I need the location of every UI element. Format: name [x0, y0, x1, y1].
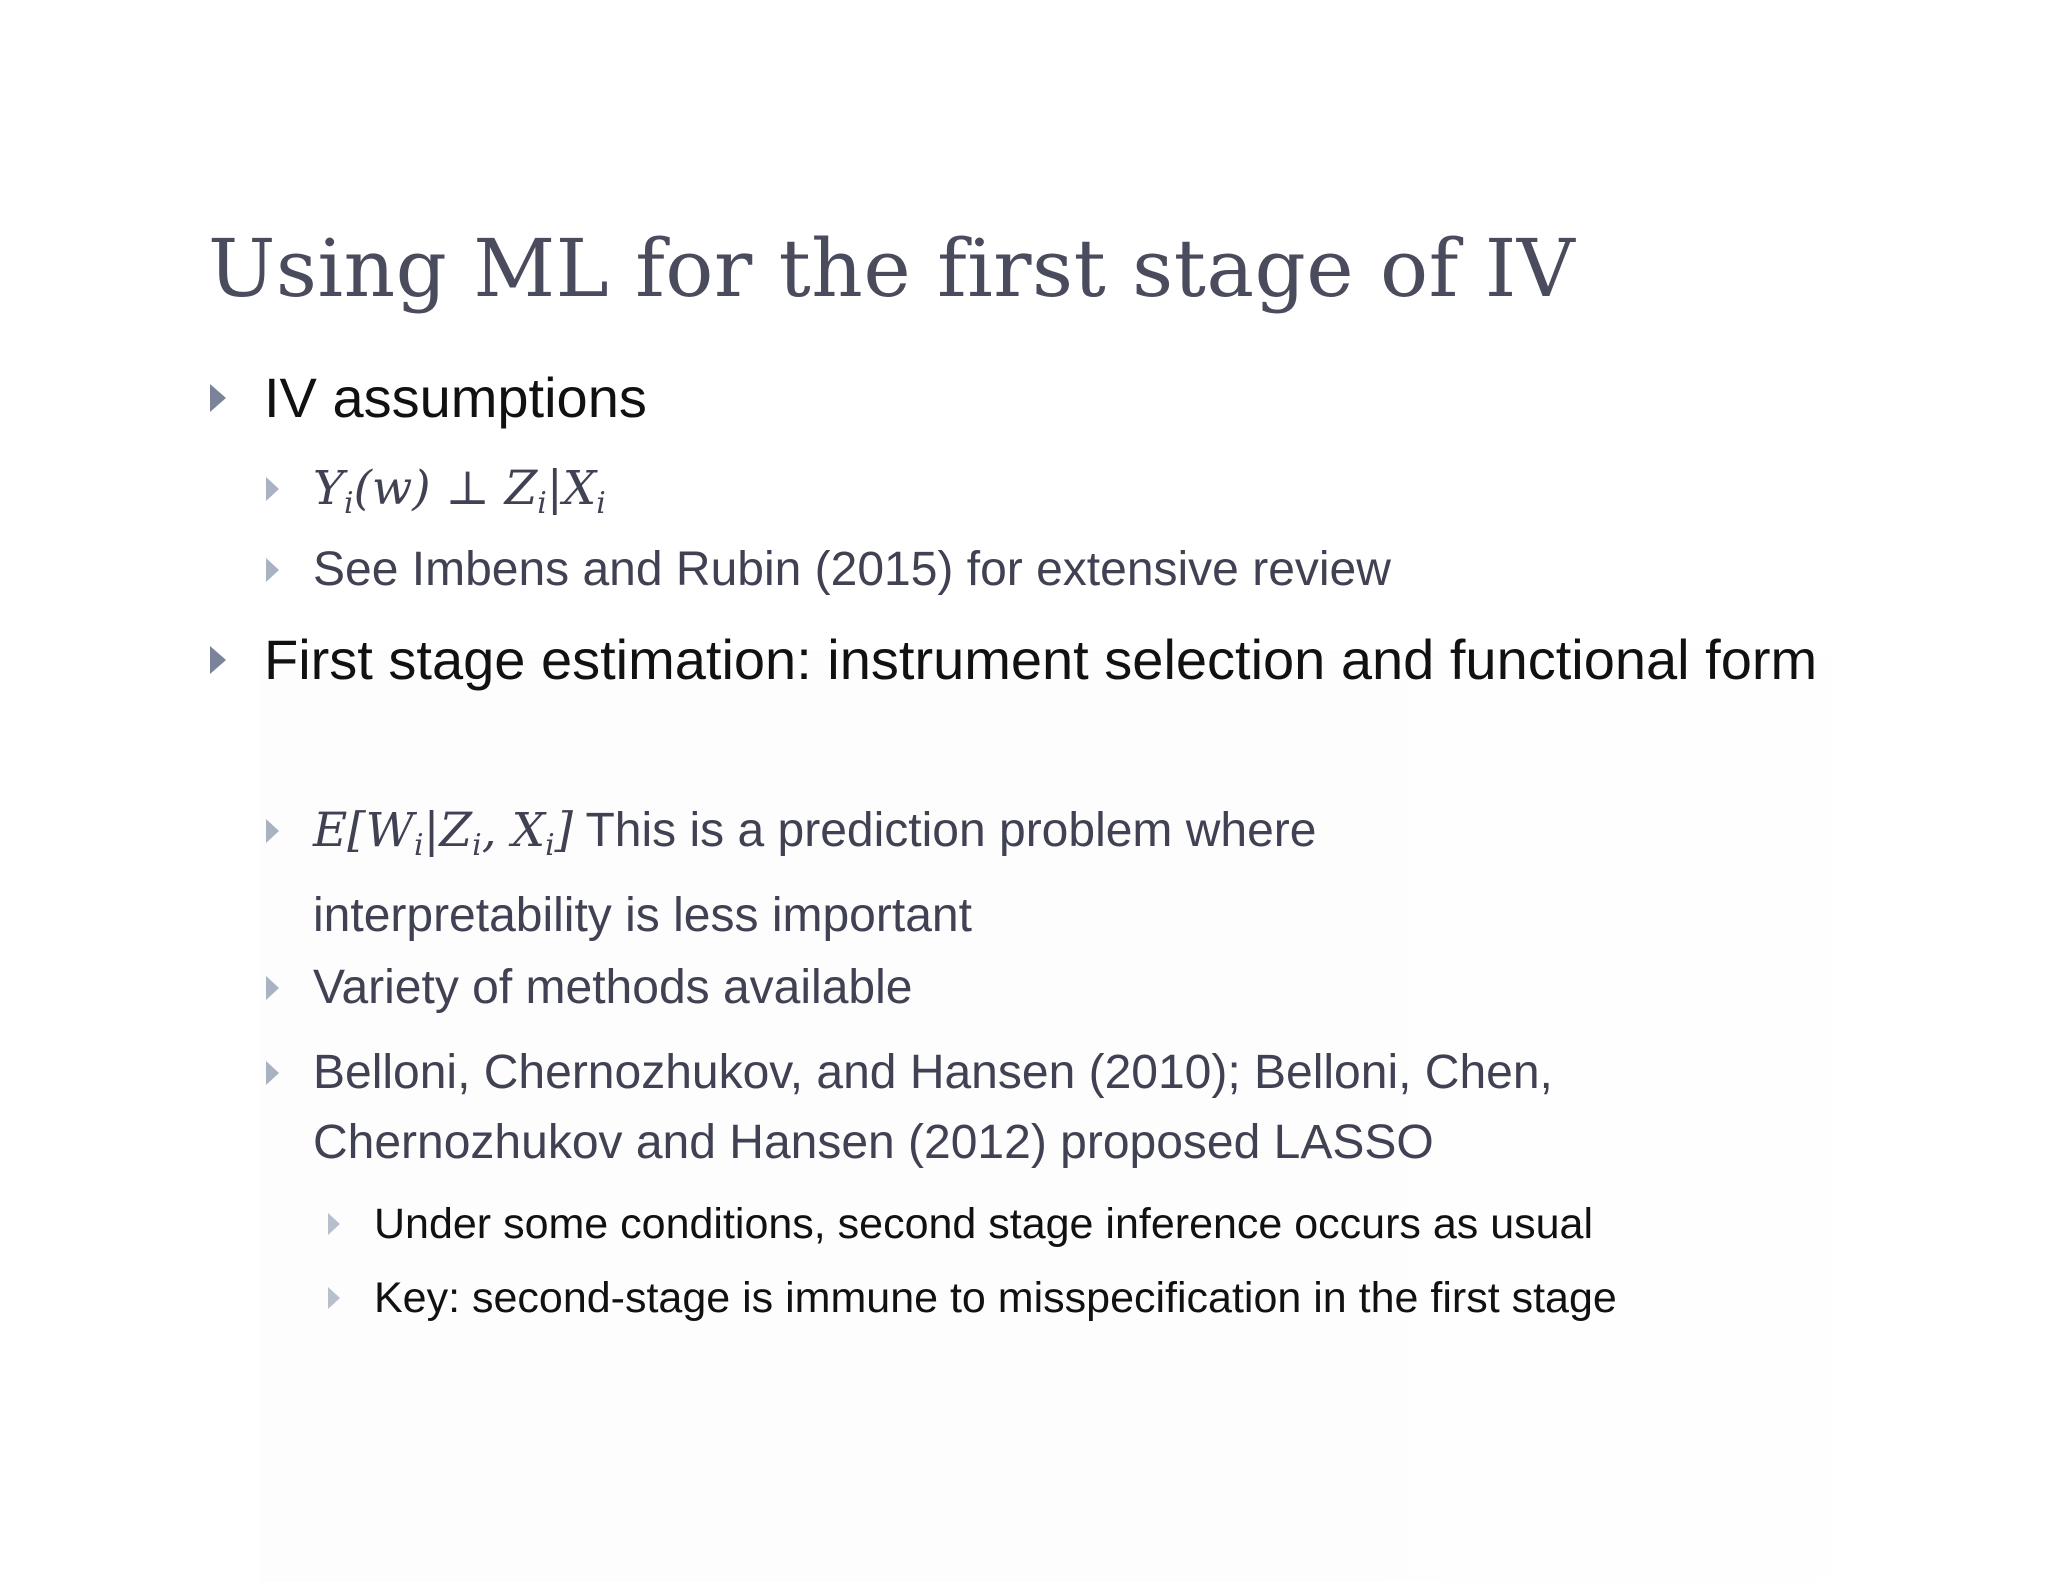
bullet-text: [313, 796, 1543, 951]
math-conditional-expectation: $E[W_i|Z_i$, $X_i$]: [313, 803, 574, 863]
bullet-text: Key: second-stage is immune to misspecification in the first stage: [374, 1274, 1617, 1322]
math-expression: $Y_i(w)$ ⊥ $Z_i|X_i$: [313, 461, 606, 521]
bullet-prediction-problem: [266, 796, 1626, 951]
slide-title: Using ML for the first stage of IV: [208, 222, 1576, 315]
triangle-right-icon: [266, 976, 279, 1000]
math-independence: [313, 454, 606, 539]
bullet-imbens-rubin: [266, 535, 1391, 605]
bullet-text: Under some conditions, second stage inference occurs as usual: [374, 1200, 1594, 1248]
bullet-text: First stage estimation: instrument selection and functional form: [264, 628, 1818, 691]
triangle-right-icon: [266, 477, 279, 501]
bullet-first-stage: [210, 619, 1850, 701]
prediction-text: This is a prediction problem where interpretability is less important: [313, 804, 1317, 942]
bullet-second-stage-inference: [328, 1194, 1593, 1254]
bullet-text: IV assumptions: [264, 366, 647, 429]
bullet-text: See Imbens and Rubin (2015) for extensive review: [313, 543, 1391, 596]
bullet-variety-methods: [266, 953, 912, 1023]
triangle-right-icon: [210, 384, 226, 412]
bullet-belloni: [266, 1038, 1746, 1178]
triangle-right-icon: [210, 646, 226, 674]
bullet-iv-assumptions: [210, 357, 647, 439]
triangle-right-icon: [266, 819, 279, 843]
bullet-text: Belloni, Chernozhukov, and Hansen (2010); Belloni, Chen, Chernozhukov and Hansen (2012) proposed LASSO: [313, 1046, 1553, 1169]
triangle-right-icon: [266, 1061, 279, 1085]
bullet-independence: [266, 454, 606, 539]
bullet-key-immune: [328, 1268, 1617, 1328]
triangle-right-icon: [266, 558, 279, 582]
bullet-text: Variety of methods available: [313, 961, 913, 1014]
triangle-right-icon: [328, 1287, 340, 1309]
triangle-right-icon: [328, 1213, 340, 1235]
